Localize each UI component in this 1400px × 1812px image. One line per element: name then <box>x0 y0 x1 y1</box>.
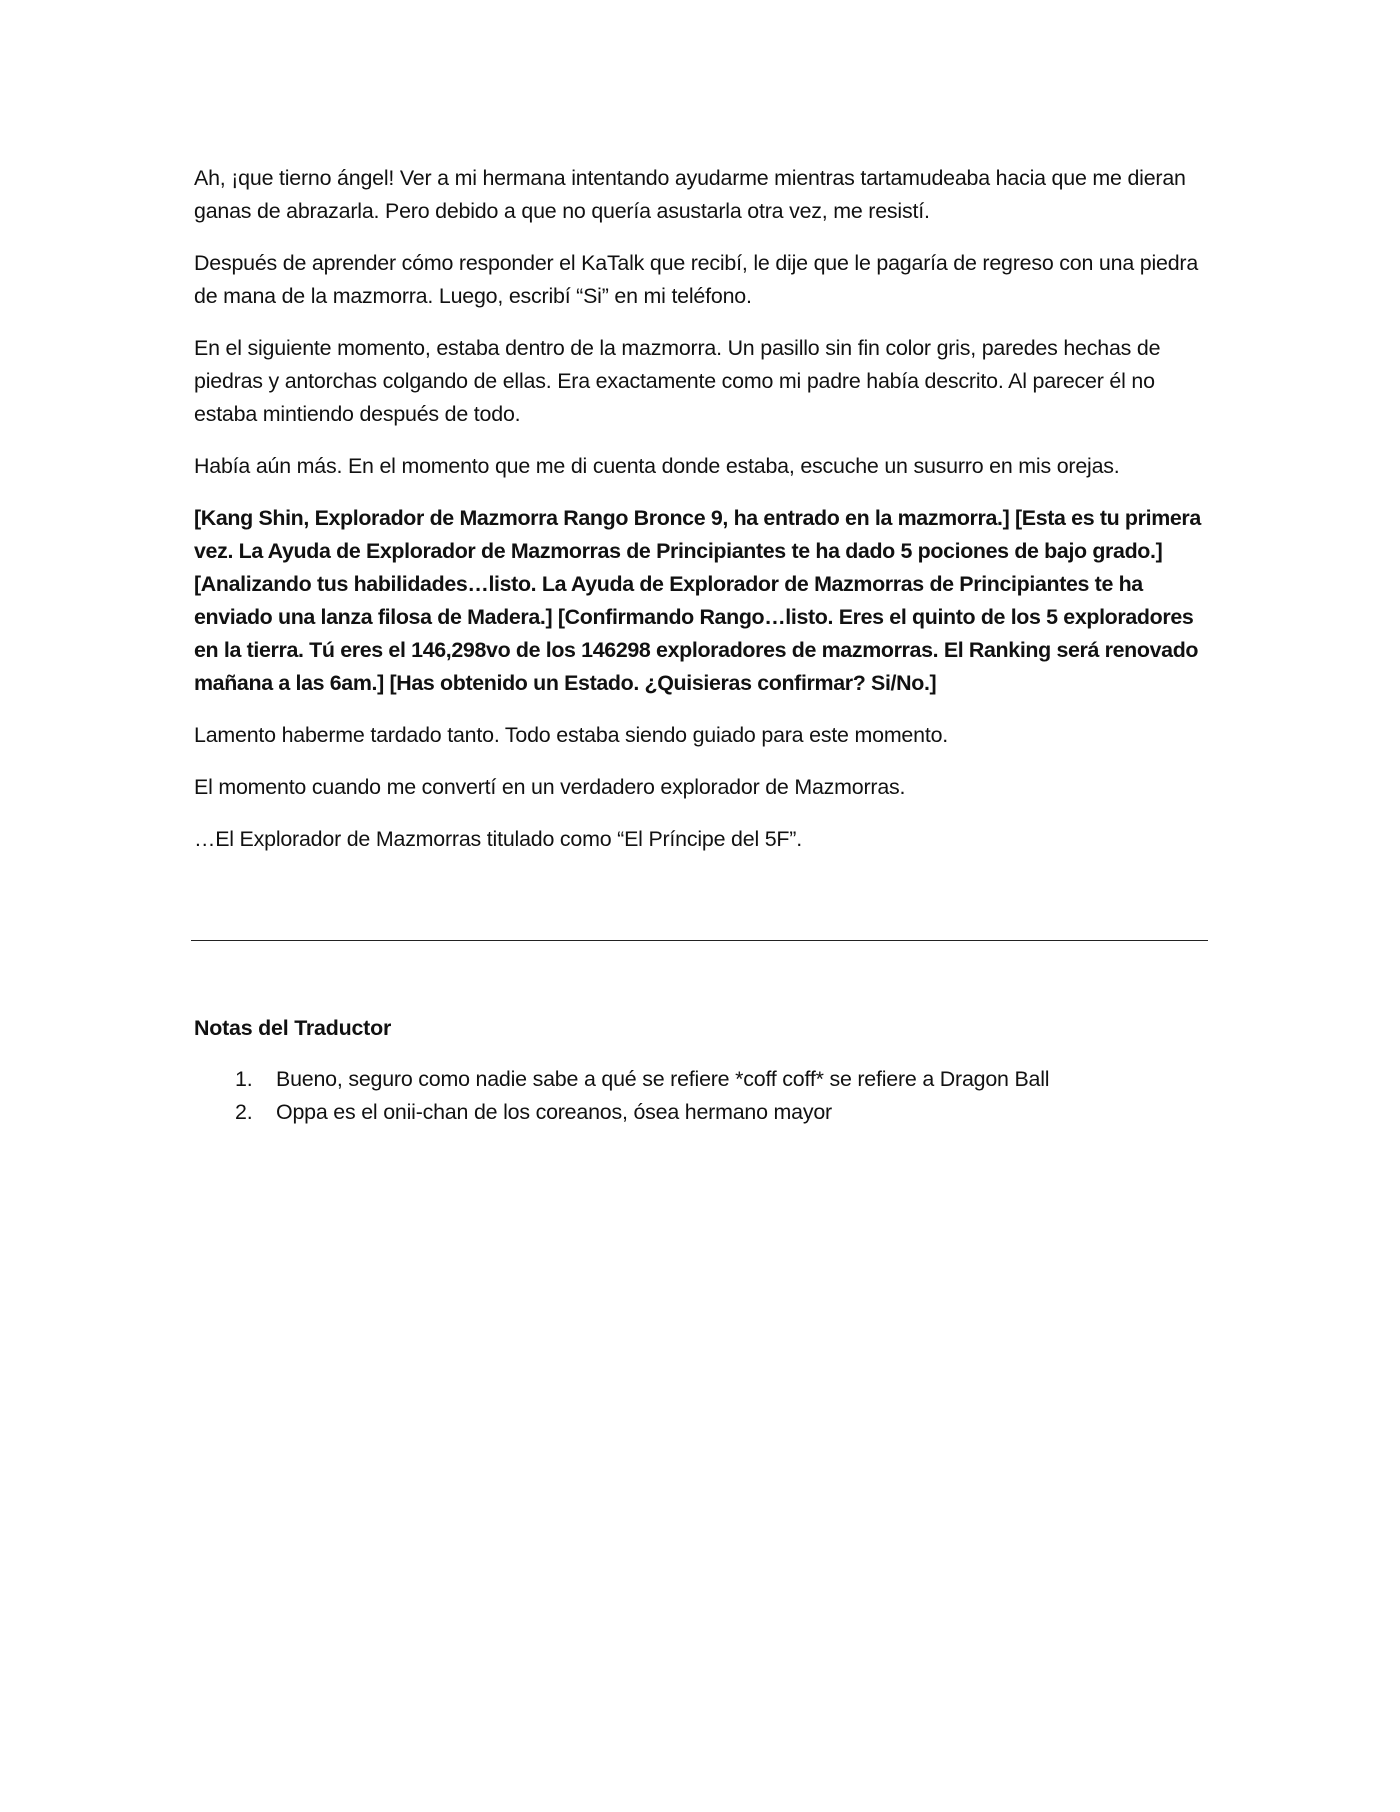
note-item <box>194 1063 1206 1096</box>
notes-list <box>194 1063 1206 1129</box>
note-number: 1. <box>235 1067 253 1091</box>
paragraph-3: En el siguiente momento, estaba dentro de la mazmorra. Un pasillo sin fin color gris, paredes hechas de piedras y antorchas colgando de ellas. Era exactamente como mi padre había descrito. Al parecer él no estaba mintiendo después de todo. <box>194 336 1161 426</box>
paragraph-1: Ah, ¡que tierno ángel! Ver a mi hermana intentando ayudarme mientras tartamudeaba hacia que me dieran ganas de abrazarla. Pero debido a que no quería asustarla otra vez, me resistí. <box>194 166 1186 223</box>
system-message-paragraph: [Kang Shin, Explorador de Mazmorra Rango Bronce 9, ha entrado en la mazmorra.] [Esta es tu primera vez. La Ayuda de Explorador de Mazmorras de Principiantes te ha dado 5 pociones de bajo grado.] [Analizando tus habilidades…listo. La Ayuda de Explorador de Mazmorras de Principiantes te ha enviado una lanza filosa de Madera.] [Confirmando Rango…listo. Eres el quinto de los 5 exploradores en la tierra. Tú eres el 146,298vo de los 146298 exploradores de mazmorras. El Ranking será renovado mañana a las 6am.] [Has obtenido un Estado. ¿Quisieras confirmar? Si/No.] <box>194 506 1201 695</box>
paragraph-4: Había aún más. En el momento que me di cuenta donde estaba, escuche un susurro en mis orejas. <box>194 454 1120 478</box>
document-body <box>194 162 1206 875</box>
notes-title: Notas del Traductor <box>194 1016 392 1040</box>
note-text: Oppa es el onii-chan de los coreanos, ósea hermano mayor <box>276 1100 832 1124</box>
paragraph-2: Después de aprender cómo responder el KaTalk que recibí, le dije que le pagaría de regreso con una piedra de mana de la mazmorra. Luego, escribí “Si” en mi teléfono. <box>194 251 1199 308</box>
note-text: Bueno, seguro como nadie sabe a qué se refiere *coff coff* se refiere a Dragon Ball <box>276 1067 1050 1091</box>
note-number: 2. <box>235 1100 253 1124</box>
paragraph-6: Lamento haberme tardado tanto. Todo estaba siendo guiado para este momento. <box>194 723 949 747</box>
paragraph-7: El momento cuando me convertí en un verdadero explorador de Mazmorras. <box>194 775 906 799</box>
note-item <box>194 1096 1206 1129</box>
horizontal-divider <box>191 940 1208 941</box>
paragraph-8: …El Explorador de Mazmorras titulado como “El Príncipe del 5F”. <box>194 827 802 851</box>
